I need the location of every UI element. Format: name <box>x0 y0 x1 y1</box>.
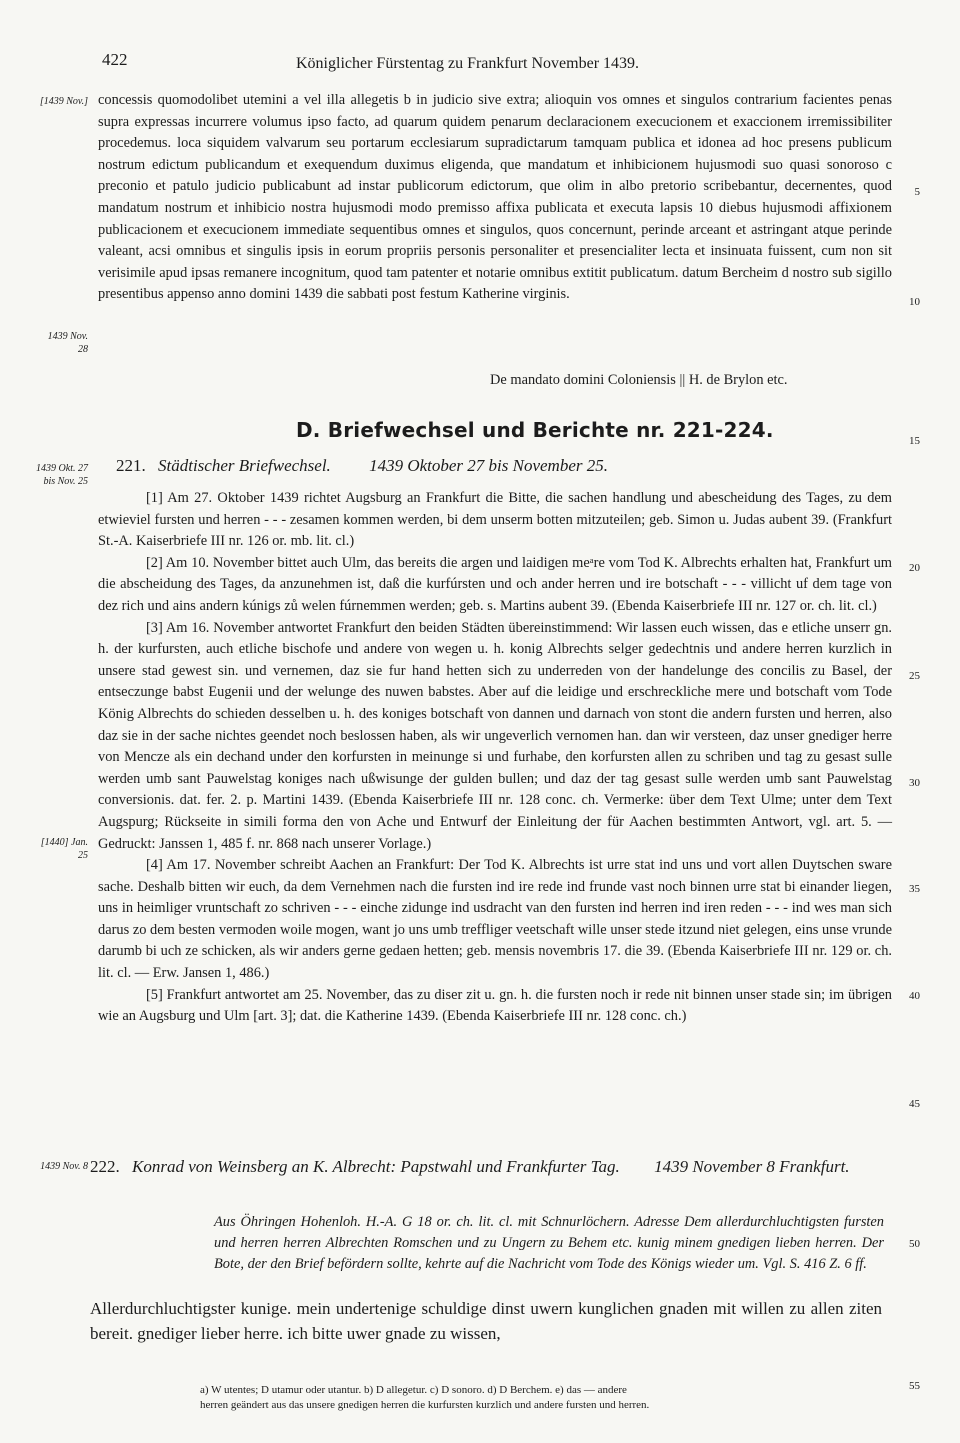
footnote-line: herren geändert aus das unsere gnedigen herren die kurfursten kurzlich und andere fursten und herren. <box>200 1399 650 1411</box>
document-paragraph <box>98 90 892 306</box>
line-number: 5 <box>914 186 920 198</box>
entry-date: 1439 Oktober 27 bis November 25. <box>369 456 608 475</box>
margin-date: [1439 Nov.] <box>39 96 88 107</box>
entry-body <box>98 488 892 1028</box>
entry-number: 221. <box>116 456 146 475</box>
margin-date: 1439 Nov. 8 <box>40 1161 88 1172</box>
entry-number: 222. <box>90 1157 120 1176</box>
section-title: D. Briefwechsel und Berichte nr. 221-224. <box>296 418 774 442</box>
running-title: Königlicher Fürstentag zu Frankfurt November 1439. <box>296 55 640 72</box>
signature-line: De mandato domini Coloniensis || H. de Brylon etc. <box>490 372 788 388</box>
line-number: 30 <box>909 777 920 789</box>
entry-paragraph: [3] Am 16. November antwortet Frankfurt den beiden Städten übereinstimmend: Wir lassen euch wissen, das e etliche unserr gn. h. der kurfursten, auch etliche bischofe und andere von wegen u. h. konig Albrechts selger gedechtnis und andere herren kurzlich in unsere stad gewest sin. und vernemen, daz sie fur hand hetten sich zu underreden von der handelunge des concilis zu Basel, der entseczunge babst Eugenii und der welunge des nuwen babstes. Aber auf die leidige und erschreckliche mere und botschaft vom Tode König Albrechts do schieden desselben u. h. des koniges botschaft von dannen und darnach von stont die andern fursten und herren, also daz sie in der sache nichtes geendet noch beslossen haben, als wir ungeverlich vernomen han. dan wir versteen, daz unser gnediger herre von Mencze als ein dechand under den korfursten in meinunge si und furhabe, den korfursten allen zu schriben und tag zu gesast sulle werden umb sant Pauwelstag koniges nach ußwisunge der gulden bullen; und daz der tag gesast sulle werden umb sant Pauwelstag conversionis. dat. fer. 2. p. Martini 1439. (Ebenda Kaiserbriefe III nr. 128 conc. ch. Vermerke: über dem Text Ulme; unter dem Text Augspurg; Rückseite in simili forma den von Ache und Entwurf der Einleitung der für Aachen bestimmten Antwort, vgl. art. 5. — Gedruckt: Janssen 1, 485 f. nr. 868 nach unserer Vorlage.) <box>98 619 892 852</box>
entry-title: Konrad von Weinsberg an K. Albrecht: Papstwahl und Frankfurter Tag. <box>132 1157 620 1176</box>
line-number: 45 <box>909 1098 920 1110</box>
line-number: 50 <box>909 1238 920 1250</box>
paragraph-text: concessis quomodolibet utemini a vel illa allegetis b in judicio sive extra; alioquin vos omnes et singulos contrarium facientes penas supra expressas incurrere volumus ipso facto, ad quarum quidem penarum declaracionem execucionem et exaccionem irremissibiliter procedemus. loca siquidem valvarum seu portarum ecclesiarum supradictarum tamquam publica et idonea ad hoc presens publicum nostrum edictum publicandum et exequendum duximus eligenda, que mandatum et inhibicionem hujusmodi suo quasi sonoroso c preconio et patulo judicio publicabunt ad instar publicorum edictorum, que olim in albo pretorio scribebantur, decernentes, quod mandatum nostrum et inhibicio nostra hujusmodi modo premisso affixa publicata et executa lapsis 10 diebus hujusmodi affixionem publicacionem et execucionem immediate sequentibus omnes et singulos, quos concernunt, perinde arceant et astringant atque perinde valeant, acsi omnibus et singulis ipsis in eorum propriis personis personaliter et presencialiter lecta et insinuata fuissent, cum non sit verisimile apud ipsas remanere incognitum, quod tam patenter et notarie omnibus extitit publicatum. datum Bercheim d nostro sub sigillo presentibus appenso anno domini 1439 die sabbati post festum Katherine virginis. <box>98 92 892 303</box>
line-number: 20 <box>909 562 920 574</box>
margin-date: 1439 Nov. 28 <box>47 331 88 355</box>
line-number: 40 <box>909 990 920 1002</box>
margin-date: 1439 Okt. 27 bis Nov. 25 <box>36 463 88 487</box>
line-number: 15 <box>909 435 920 447</box>
entry-paragraph: [1] Am 27. Oktober 1439 richtet Augsburg an Frankfurt die Bitte, die sachen handlung und abescheidung des Tages, zu dem etwieviel fursten und herren - - - zesamen kommen werden, bi dem unserm botten mitzuteilen; geb. Simon u. Judas aubent 39. (Frankfurt St.-A. Kaiserbriefe III nr. 126 or. mb. lit. cl.) <box>98 490 892 550</box>
entry-date: 1439 November 8 Frankfurt. <box>654 1157 850 1176</box>
entry-heading <box>116 456 608 476</box>
entry-paragraph: [4] Am 17. November schreibt Aachen an Frankfurt: Der Tod K. Albrechts ist urre stat ind uns und vort allen Duytschen sware sache. Deshalb bitten wir euch, da dem Vernehmen nach die fursten ind ire rede ind frunde vast noch binnen urre stat bi einander liegen, uns in heimliger vruntschaft zo schriven - - - einche zidunge ind usdracht van den fursten ind herren ind iren reden - - - ind wes man sich darus zo dem besten vermoden woile mogen, want jo uns umb treffliger veetschaft wille unser stede itzund niet gelegen, eins unse vrunde darumb bi uch ze schicken, als wir anders gerne gedaen hetten; geb. mensis novembris 17. die 39. (Ebenda Kaiserbriefe III nr. 129 or. ch. lit. cl. — Erw. Jansen 1, 486.) <box>98 857 892 982</box>
line-number: 35 <box>909 883 920 895</box>
entry-paragraph: [2] Am 10. November bittet auch Ulm, das bereits die argen und laidigen meᵃre vom Tod K. Albrechts erhalten hat, Frankfurt um die abscheidung des Tages, da anzunehmen ist, daß die kurfúrsten und och ander herren und ire botschaft - - - villicht uf dem tage von dez rich und ains andern kúnigs zů welen fúrnemmen werden; geb. s. Martins aubent 39. (Ebenda Kaiserbriefe III nr. 127 or. ch. lit. cl.) <box>98 554 892 614</box>
entry-paragraph: [5] Frankfurt antwortet am 25. November, das zu diser zit u. gn. h. die fursten noch ir rede nit binnen unser stade sin; im übrigen wie an Augsburg und Ulm [art. 3]; dat. die Katherine 1439. (Ebenda Kaiserbriefe III nr. 128 conc. ch.) <box>98 986 892 1025</box>
line-number: 25 <box>909 670 920 682</box>
footnote-line: a) W utentes; D utamur oder utantur. b) D allegetur. c) D sonoro. d) D Berchem. e) das — andere <box>200 1384 627 1396</box>
letter-text: Allerdurchluchtigster kunige. mein undertenige schuldige dinst uwern kunglichen gnaden mit willen zu allen ziten bereit. gnediger lieber herre. ich bitte uwer gnade zu wissen, <box>90 1299 882 1343</box>
entry-title: Städtischer Briefwechsel. <box>158 456 331 475</box>
page-number: 422 <box>102 50 128 69</box>
footnotes <box>200 1383 880 1413</box>
entry-heading <box>90 1155 880 1178</box>
line-number: 55 <box>909 1380 920 1392</box>
source-note: Aus Öhringen Hohenloh. H.-A. G 18 or. ch. lit. cl. mit Schnurlöchern. Adresse Dem allerdurchluchtigsten fursten und herren herren Albrechten Romschen und zu Ungern zu Behem etc. kunig minem gnedigen lieben herren. Der Bote, der den Brief befördern sollte, kehrte auf die Nachricht vom Tode des Königs wieder um. Vgl. S. 416 Z. 6 ff. <box>214 1214 884 1272</box>
margin-date: [1440] Jan. 25 <box>40 837 88 861</box>
line-number: 10 <box>909 296 920 308</box>
